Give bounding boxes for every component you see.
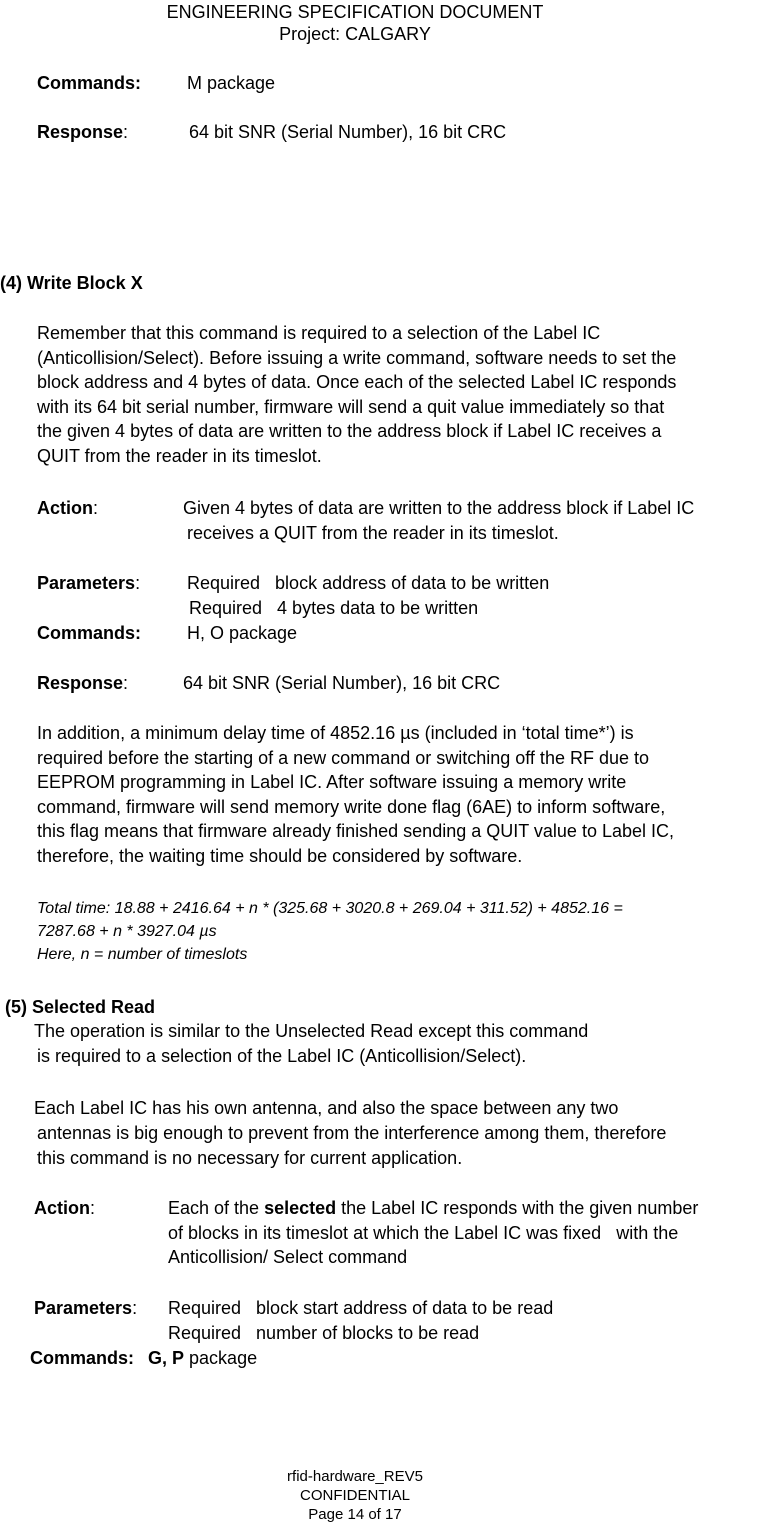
intro-line: Remember that this command is required to a selection of the Label IC — [37, 323, 601, 343]
commands-value: H, O package — [187, 623, 298, 643]
action-colon: : — [93, 498, 99, 518]
formula-line: 7287.68 + n * 3927.04 µs — [37, 923, 217, 940]
timing-line: required before the starting of a new command or switching off the RF due to — [37, 747, 649, 768]
action-line: receives a QUIT from the reader in its timeslot. — [187, 522, 559, 543]
parameter-line: Required block start address of data to be read — [168, 1298, 554, 1318]
commands-label: Commands: — [30, 1348, 135, 1368]
parameters-list — [187, 571, 549, 620]
section-heading-write-block: (4) Write Block X — [0, 273, 143, 293]
timing-line: In addition, a minimum delay time of 4852.16 µs (included in ‘total time*’) is — [37, 723, 634, 743]
selected-read-para1-line: is required to a selection of the Label IC (Anticollision/Select). — [37, 1046, 527, 1066]
timing-line: therefore, the waiting time should be considered by software. — [37, 845, 523, 866]
document-title: ENGINEERING SPECIFICATION DOCUMENT — [166, 2, 544, 22]
parameter-line: Required number of blocks to be read — [168, 1322, 480, 1343]
timing-line: command, firmware will send memory write done flag (6AE) to inform software, — [37, 796, 666, 817]
formula-line: Here, n = number of timeslots — [37, 946, 248, 963]
formula-line: Total time: 18.88 + 2416.64 + n * (325.68 + 3020.8 + 269.04 + 311.52) + 4852.16 = — [37, 900, 623, 917]
response-colon: : — [123, 122, 129, 142]
intro-line: with its 64 bit serial number, firmware will send a quit value immediately so that — [37, 396, 665, 417]
commands-label: Commands: — [37, 623, 142, 643]
write-intro-paragraph — [37, 321, 676, 468]
parameters-colon: : — [135, 573, 141, 593]
project-name: Project: CALGARY — [279, 24, 431, 44]
action-row — [34, 1196, 95, 1221]
response-colon: : — [123, 673, 129, 693]
action-text — [183, 496, 694, 545]
parameters-list — [168, 1296, 553, 1345]
footer-classification: CONFIDENTIAL — [299, 1487, 410, 1504]
parameters-row — [37, 571, 140, 596]
selected-read-para2-line: antennas is big enough to prevent from the interference among them, therefore — [37, 1123, 667, 1143]
parameter-line: Required block address of data to be written — [187, 573, 550, 593]
commands-value: M package — [187, 73, 276, 93]
timing-line: this flag means that firmware already finished sending a QUIT value to Label IC, — [37, 821, 674, 841]
response-label: Response — [37, 673, 124, 693]
response-value: 64 bit SNR (Serial Number), 16 bit CRC — [189, 122, 507, 142]
commands-label: Commands: — [37, 73, 142, 93]
commands-value-rest: package — [184, 1348, 258, 1368]
action-line — [168, 1196, 698, 1221]
selected-read-para2-line: this command is no necessary for current application. — [37, 1148, 463, 1168]
action-row — [37, 496, 98, 521]
response-row — [37, 671, 128, 696]
action-line: of blocks in its timeslot at which the Label IC was fixed with the — [168, 1222, 679, 1243]
parameters-row — [34, 1296, 137, 1321]
action-text-post: the Label IC responds with the given number — [336, 1198, 699, 1218]
action-line: Anticollision/ Select command — [168, 1247, 408, 1267]
intro-line: QUIT from the reader in its timeslot. — [37, 445, 322, 466]
action-text-pre: Each of the — [168, 1198, 265, 1218]
section-heading-selected-read: (5) Selected Read — [5, 997, 156, 1017]
timing-line: EEPROM programming in Label IC. After software issuing a memory write — [37, 772, 627, 792]
commands-row — [30, 1346, 257, 1371]
action-text-bold: selected — [264, 1198, 337, 1218]
commands-value-bold: G, P — [148, 1348, 185, 1368]
footer-page-number: Page 14 of 17 — [308, 1506, 402, 1523]
footer-doc-id: rfid-hardware_REV5 — [287, 1468, 423, 1485]
action-colon: : — [90, 1198, 96, 1218]
intro-line: block address and 4 bytes of data. Once each of the selected Label IC responds — [37, 372, 677, 392]
parameters-label: Parameters — [37, 573, 136, 593]
parameter-line: Required 4 bytes data to be written — [189, 597, 479, 618]
action-label: Action — [37, 498, 93, 518]
action-line: Given 4 bytes of data are written to the address block if Label IC — [183, 498, 695, 518]
response-value: 64 bit SNR (Serial Number), 16 bit CRC — [183, 673, 501, 693]
selected-read-para1-line: The operation is similar to the Unselected Read except this command — [34, 1021, 589, 1041]
selected-read-para2-line: Each Label IC has his own antenna, and also the space between any two — [34, 1098, 619, 1118]
parameters-colon: : — [132, 1298, 138, 1318]
response-label: Response — [37, 122, 124, 142]
parameters-label: Parameters — [34, 1298, 133, 1318]
intro-line: the given 4 bytes of data are written to the address block if Label IC receives a — [37, 421, 662, 441]
action-label: Action — [34, 1198, 90, 1218]
timing-paragraph — [37, 721, 674, 868]
intro-line: (Anticollision/Select). Before issuing a write command, software needs to set the — [37, 347, 677, 368]
action-text — [168, 1196, 698, 1270]
total-time-formula — [37, 897, 623, 966]
response-row — [37, 120, 128, 145]
